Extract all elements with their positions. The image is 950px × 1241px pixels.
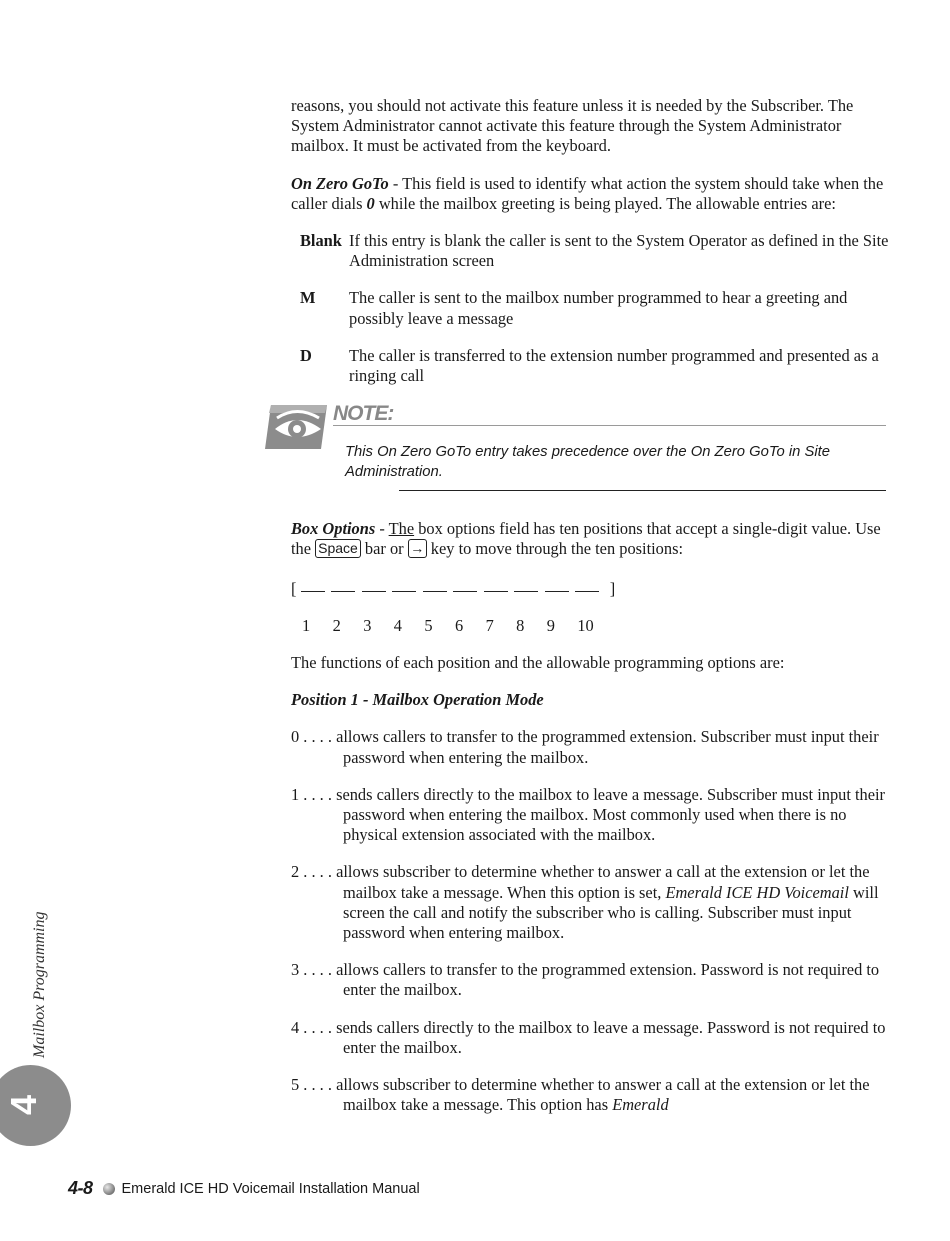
box-options-text-4: key to move through the ten positions:: [426, 539, 684, 559]
bracket-close: ]: [609, 578, 616, 598]
on-zero-text-1: - This field is used to identify what action the system should take when the caller dials: [291, 173, 884, 213]
arrow-right-key-icon: →: [408, 539, 427, 558]
zero-digit: 0: [366, 193, 375, 213]
blank-slot: [484, 577, 508, 592]
on-zero-text-2: while the mailbox greeting is being played. The allowable entries are:: [374, 193, 836, 213]
option-5-text-a: 5 . . . . allows subscriber to determine whether to answer a call at the extension or let the mailbox take a message. This option has: [291, 1075, 870, 1115]
page-content: [291, 96, 891, 1133]
on-zero-goto-paragraph: [291, 174, 891, 214]
entry-key: D: [300, 345, 312, 365]
note-heading: NOTE:: [333, 402, 394, 426]
note-body: This On Zero GoTo entry takes precedence over the On Zero GoTo in Site Administration.: [345, 444, 830, 480]
entry-desc: The caller is transferred to the extension number programmed and presented as a ringing call: [349, 345, 879, 386]
note-heading-rule: [333, 403, 886, 426]
position-number: 2: [332, 615, 341, 635]
box-options-text-3: bar or: [360, 539, 408, 559]
box-options-label: Box Options: [291, 519, 376, 539]
bracket-open: [: [291, 578, 297, 598]
entry-desc: If this entry is blank the caller is sent to the System Operator as defined in the Site Administration screen: [349, 231, 889, 271]
manual-title: Emerald ICE HD Voicemail Installation Manual: [121, 1180, 420, 1197]
entry-d: [291, 346, 891, 386]
position-number: 10: [577, 615, 594, 635]
option-4: 4 . . . . sends callers directly to the mailbox to leave a message. Password is not required to enter the mailbox.: [291, 1017, 886, 1057]
position-number: 7: [485, 615, 494, 635]
note-box: [263, 403, 891, 499]
position-number: 3: [363, 615, 372, 635]
option-5: [291, 1075, 891, 1115]
blank-slot: [575, 577, 599, 592]
blank-slot: [423, 577, 447, 592]
option-2: [291, 862, 891, 943]
option-0: 0 . . . . allows callers to transfer to the programmed extension. Subscriber must input their password when entering the mailbox.: [291, 727, 879, 767]
blank-slot: [514, 577, 538, 592]
entry-blank: [291, 231, 891, 271]
entry-key: Blank: [300, 231, 342, 251]
box-options-paragraph: [291, 519, 891, 559]
blank-slot: [545, 577, 569, 592]
position-number: 4: [393, 615, 402, 635]
position-number: 6: [454, 615, 464, 635]
eye-icon: [263, 403, 329, 451]
position-blanks: [291, 577, 891, 599]
blank-slot: [392, 577, 416, 592]
on-zero-goto-label: On Zero GoTo: [291, 173, 389, 193]
space-key: Space: [315, 539, 361, 558]
bullet-icon: [103, 1183, 115, 1195]
position-number: 1: [302, 615, 311, 635]
position-number: 9: [546, 615, 555, 635]
blank-slot: [301, 577, 325, 592]
position-heading: Position 1 - Mailbox Operation Mode: [291, 690, 544, 710]
blank-slot: [453, 577, 477, 592]
chapter-number: 4: [3, 1094, 44, 1116]
box-options-text-2: box options field has ten positions that accept a single-digit value. Use the: [291, 519, 881, 559]
position-number: 5: [424, 615, 433, 635]
intro-paragraph: reasons, you should not activate this feature unless it is needed by the Subscriber. The System Administrator cannot activate this feature through the System Administrator mailbox. It must be activated from the keyboard.: [291, 96, 854, 156]
chapter-title: Mailbox Programming: [31, 911, 48, 1058]
box-options-text-1: -: [375, 519, 389, 539]
note-bottom-rule: [399, 490, 886, 491]
blank-slot: [362, 577, 386, 592]
functions-text: The functions of each position and the allowable programming options are:: [291, 653, 785, 673]
page-number: 4-8: [68, 1178, 93, 1198]
box-options-underlined: The: [388, 519, 415, 539]
page-footer: [68, 1178, 420, 1199]
option-3: 3 . . . . allows callers to transfer to the programmed extension. Password is not required to enter the mailbox.: [291, 960, 880, 1000]
option-2-text-b: will screen the call and notify the subscriber who is calling. Subscriber must input password when entering mailbox.: [343, 882, 879, 943]
position-numbers: [291, 616, 891, 636]
entry-desc: The caller is sent to the mailbox number programmed to hear a greeting and possibly leave a message: [349, 288, 848, 328]
product-name: Emerald ICE HD Voicemail: [665, 882, 849, 902]
entry-m: [291, 288, 891, 328]
option-2-text-a: 2 . . . . allows subscriber to determine whether to answer a call at the extension or let the mailbox take a message. When this option is set,: [291, 862, 870, 902]
position-number: 8: [516, 615, 525, 635]
product-name: Emerald: [612, 1095, 669, 1115]
entry-key: M: [300, 288, 316, 308]
blank-slot: [331, 577, 355, 592]
option-1: 1 . . . . sends callers directly to the mailbox to leave a message. Subscriber must input their password when entering the mailbox. Most commonly used when there is no physical extension associated with the mailbox.: [291, 784, 886, 845]
